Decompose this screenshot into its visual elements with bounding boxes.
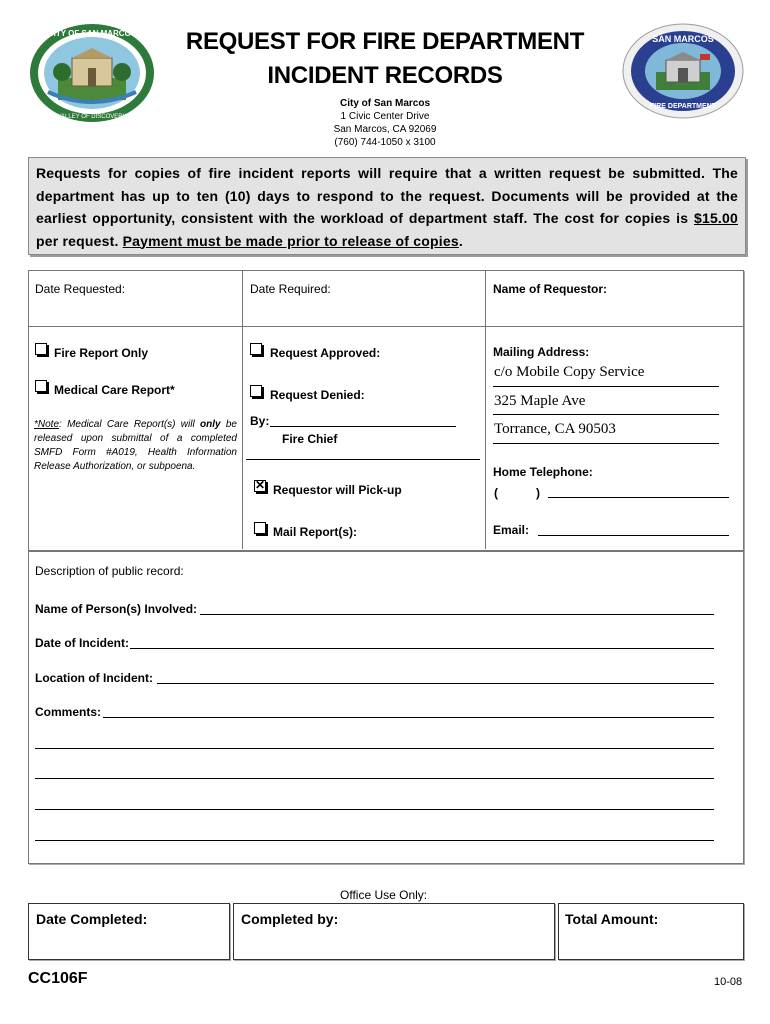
phone-close-paren: ) [536,486,540,500]
date-of-incident-label: Date of Incident: [35,636,130,650]
intro-text: Requests for copies of fire incident reports will require that a written request be submitted. The department has up to ten (10) days to respond to the request. Documents will be provided at the earliest opportunity, consistent with the workload of department staff. The cost for copies is [36,165,738,226]
seal-right-bottom-text: FIRE DEPARTMENT [650,103,716,110]
fire-report-only-label: Fire Report Only [54,346,149,360]
seal-left-sub-text: VALLEY OF DISCOVERY [57,114,127,120]
mailing-address-line3[interactable]: Torrance, CA 90503 [494,421,616,437]
divider [242,271,243,549]
date-of-incident-field[interactable] [130,648,714,649]
intro-cost: $15.00 [693,210,738,226]
email-label: Email: [493,523,530,537]
address-line-1 [493,386,719,387]
divider [485,271,486,549]
intro-payment-note: Payment must be made prior to release of copies [122,232,459,249]
office-use-heading: Office Use Only: [340,888,428,902]
description-heading: Description of public record: [35,564,184,578]
home-telephone-label: Home Telephone: [493,465,593,479]
intro-notice: Requests for copies of fire incident reports will require that a written request be submitted. The department has up to ten (10) days to respond to the request. Documents will be provided at the earliest opportunity, consistent with the workload of department staff. The cost for copies is $15.00 per request. Payment must be made prior to release of copies. [28,157,746,255]
date-required-label: Date Required: [250,282,331,296]
org-city: San Marcos, CA 92069 [333,124,437,135]
mailing-address-label: Mailing Address: [493,345,590,359]
comments-field[interactable] [103,717,714,718]
mail-reports-checkbox[interactable] [254,522,266,534]
location-of-incident-field[interactable] [157,683,714,684]
phone-open-paren: ( [494,486,498,500]
mailing-address-line1[interactable]: c/o Mobile Copy Service [494,364,645,380]
requestor-pickup-label: Requestor will Pick-up [273,483,402,497]
date-requested-label: Date Requested: [35,282,126,296]
mail-reports-label: Mail Report(s): [273,525,357,539]
city-seal-logo [28,22,156,124]
by-label: By: [250,414,270,428]
description-box [28,551,744,864]
persons-involved-label: Name of Person(s) Involved: [35,602,198,616]
home-telephone-field[interactable] [548,497,729,498]
comments-line[interactable] [35,809,714,810]
org-name: City of San Marcos [339,98,431,109]
comments-label: Comments: [35,705,102,719]
request-denied-label: Request Denied: [270,388,365,402]
mailing-address-line2[interactable]: 325 Maple Ave [494,393,586,409]
comments-line[interactable] [35,748,714,749]
location-of-incident-label: Location of Incident: [35,671,153,685]
org-street: 1 Civic Center Drive [340,111,430,122]
comments-line[interactable] [35,778,714,779]
requestor-name-label: Name of Requestor: [493,282,608,296]
request-approved-checkbox[interactable] [250,343,262,355]
seal-left-top-text: CITY OF SAN MARCOS [47,29,137,38]
persons-involved-field[interactable] [200,614,714,615]
email-field[interactable] [538,535,729,536]
fire-department-seal-logo [622,22,744,120]
by-signature-line[interactable] [270,426,456,427]
org-phone: (760) 744-1050 x 3100 [334,137,436,148]
completed-by-label: Completed by: [241,911,339,927]
comments-line[interactable] [35,840,714,841]
medical-report-note: *Note: Medical Care Report(s) will only be released upon submittal of a completed SMFD Form #A019, Health Information Release Authorization, or subpoena. [34,419,237,472]
request-denied-checkbox[interactable] [250,385,262,397]
divider [246,459,480,460]
divider [29,326,743,327]
form-code: CC106F [28,970,88,987]
intro-per-request: per request. [36,232,123,249]
form-title-line2: INCIDENT RECORDS [267,62,503,89]
date-completed-label: Date Completed: [36,911,148,927]
medical-care-report-checkbox[interactable] [35,380,47,392]
fire-report-only-checkbox[interactable] [35,343,47,355]
request-form-box [28,270,744,551]
address-line-2 [493,414,719,415]
revision-date: 10-08 [714,976,743,988]
medical-care-report-label: Medical Care Report* [54,383,175,397]
request-approved-label: Request Approved: [270,346,381,360]
requestor-pickup-checkbox[interactable] [254,480,266,492]
form-title-line1: REQUEST FOR FIRE DEPARTMENT [185,28,585,55]
total-amount-label: Total Amount: [565,911,659,927]
address-line-3 [493,443,719,444]
fire-chief-label: Fire Chief [282,432,338,446]
seal-right-top-text: SAN MARCOS [652,34,714,44]
